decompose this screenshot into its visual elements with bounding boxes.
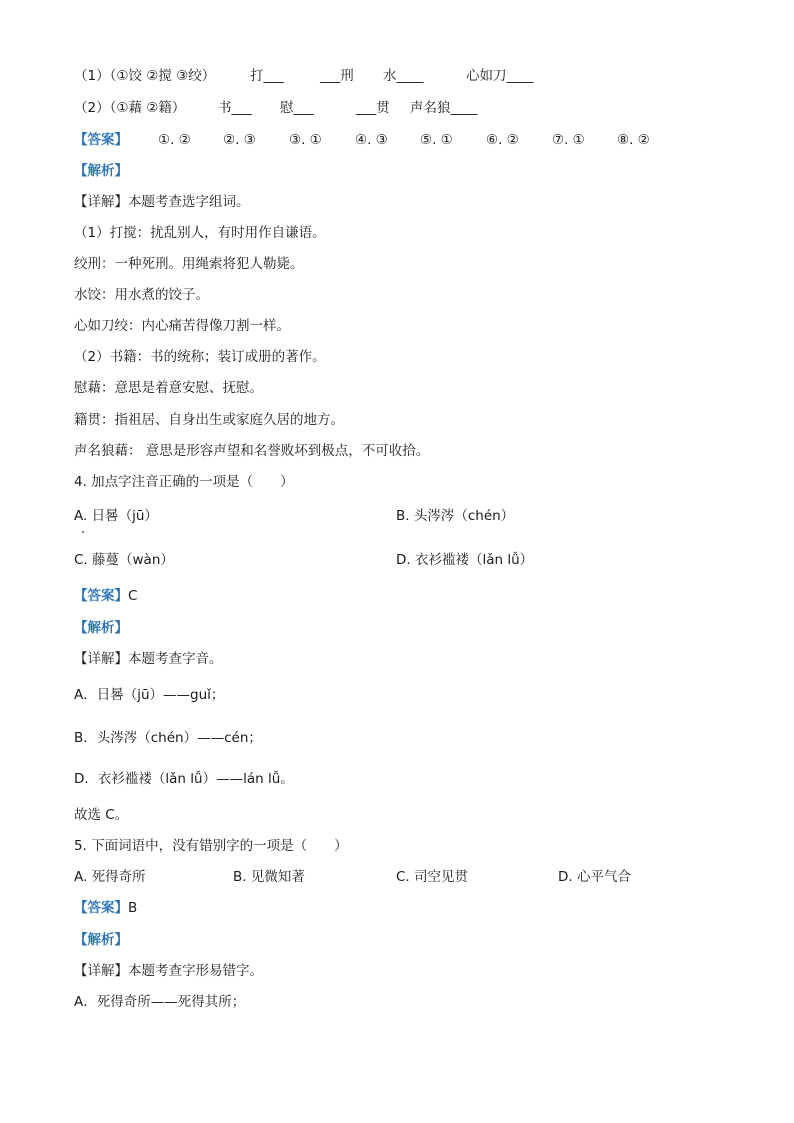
q4-option-c: C. 藤蔓（wàn）: [74, 552, 174, 568]
q3-detail-text: 本题考查选字组词。: [128, 194, 250, 210]
q5-option-a: A. 死得奇所: [74, 869, 146, 885]
q4-detail-text: 本题考查字音。: [128, 651, 223, 667]
q3-row1-item-4: 心如刀____: [466, 68, 534, 84]
q3-row2-item-3: ___贯: [356, 100, 390, 116]
q4-correction-d: D．衣衫褴褛（lǎn lǚ）——lán lǚ。: [74, 771, 294, 787]
q3-explanation-6: 慰藉：意思是着意安慰、抚慰。: [74, 380, 263, 396]
q4-correction-a: A．日晷（jū）——guǐ；: [74, 687, 225, 703]
q4-detail-tag: 【详解】: [74, 651, 128, 667]
q5-correction-a: A．死得奇所——死得其所；: [74, 994, 246, 1010]
q3-row2-prefix: （2）（①藉 ②籍）: [74, 100, 186, 116]
q3-explanation-2: 绞刑：一种死刑。用绳索将犯人勒毙。: [74, 256, 304, 272]
q3-explanation-8: 声名狼藉： 意思是形容声望和名誉败坏到极点，不可收拾。: [74, 443, 430, 459]
q4-stem: 4. 加点字注音正确的一项是（ ）: [74, 474, 294, 490]
q5-detail-line: [74, 962, 263, 980]
q3-explanation-4: 心如刀绞：内心痛苦得像刀割一样。: [74, 318, 290, 334]
q5-answer-line: [74, 899, 137, 917]
q3-detail-tag: 【详解】: [74, 194, 128, 210]
q5-detail-tag: 【详解】: [74, 963, 128, 979]
q5-analysis-tag: 【解析】: [74, 932, 128, 948]
q3-explanation-1: （1）打搅：扰乱别人，有时用作自谦语。: [74, 225, 326, 241]
q3-detail-line: [74, 193, 250, 211]
q3-row1-item-3: 水____: [383, 68, 424, 84]
q3-answer-7: ⑦. ①: [552, 132, 585, 148]
q5-option-d: D. 心平气合: [558, 869, 631, 885]
q5-option-b: B. 见微知著: [233, 869, 305, 885]
q4-answer-tag: 【答案】: [74, 588, 128, 604]
q3-explanation-3: 水饺：用水煮的饺子。: [74, 287, 209, 303]
q3-explanation-7: 籍贯：指祖居、自身出生或家庭久居的地方。: [74, 412, 344, 428]
q4-analysis-tag: 【解析】: [74, 620, 128, 636]
q4-conclusion: 故选 C。: [74, 807, 129, 823]
q3-answer-1: ①. ②: [158, 132, 191, 148]
q4-correction-b: B．头涔涔（chén）——cén；: [74, 730, 262, 746]
q3-analysis-tag: 【解析】: [74, 163, 128, 179]
q5-detail-text: 本题考查字形易错字。: [128, 963, 263, 979]
q3-answer-tag: 【答案】: [74, 132, 128, 148]
q3-row2-item-2: 慰___: [280, 100, 314, 116]
q4-option-d: D. 衣衫褴褛（lǎn lǚ）: [396, 552, 534, 568]
q3-answer-6: ⑥. ②: [486, 132, 519, 148]
q4-detail-line: [74, 650, 223, 668]
q3-row2-item-4: 声名狼____: [410, 100, 478, 116]
q3-row1-item-2: ___刑: [320, 68, 354, 84]
q5-answer-tag: 【答案】: [74, 900, 128, 916]
q3-answer-3: ③. ①: [289, 132, 322, 148]
q3-row1-prefix: （1）（①饺 ②搅 ③绞）: [74, 68, 216, 84]
q3-answer-8: ⑧. ②: [617, 132, 650, 148]
q3-row2-item-1: 书___: [218, 100, 252, 116]
q4-answer-value: C: [128, 588, 138, 604]
q5-answer-value: B: [128, 900, 138, 916]
q4-answer-line: [74, 587, 137, 605]
q5-stem: 5. 下面词语中，没有错别字的一项是（ ）: [74, 838, 348, 854]
emphasis-dot: [82, 531, 84, 533]
q3-answer-4: ④. ③: [355, 132, 388, 148]
q4-option-b: B. 头涔涔（chén）: [396, 508, 515, 524]
q3-explanation-5: （2）书籍：书的统称；装订成册的著作。: [74, 349, 326, 365]
q5-option-c: C. 司空见贯: [396, 869, 469, 885]
q3-row1-item-1: 打___: [250, 68, 284, 84]
q3-answer-2: ②. ③: [223, 132, 256, 148]
q3-answer-5: ⑤. ①: [420, 132, 453, 148]
q4-option-a: A. 日晷（jū）: [74, 508, 158, 524]
